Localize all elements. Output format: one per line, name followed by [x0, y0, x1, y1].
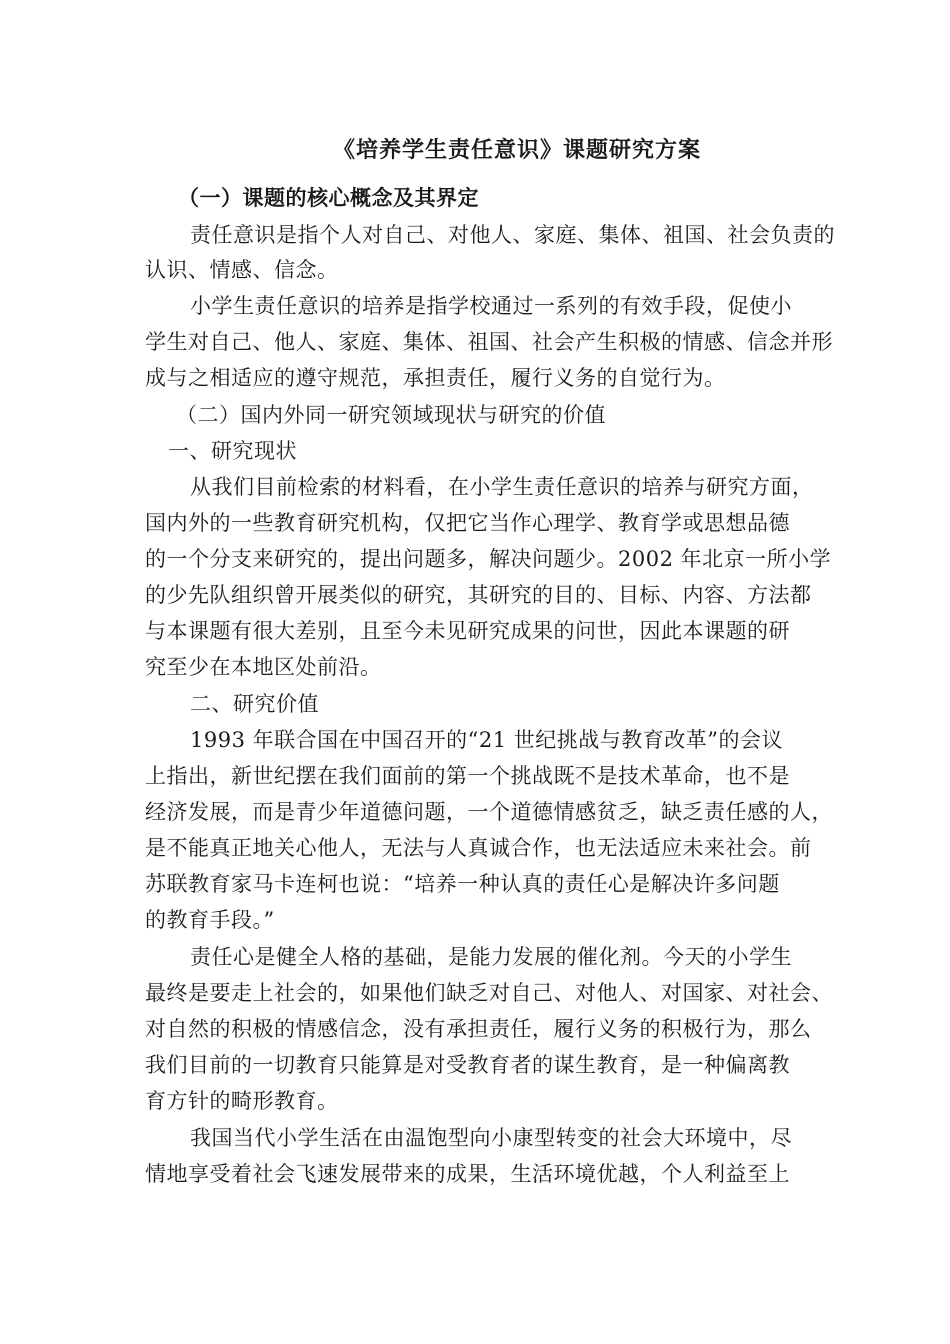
paragraph-line: 究至少在本地区处前沿。 — [145, 655, 382, 679]
section-heading-1: （一）课题的核心概念及其界定 — [178, 185, 479, 210]
section-heading-2: （二）国内外同一研究领域现状与研究的价值 — [176, 403, 606, 427]
paragraph-line: 责任意识是指个人对自己、对他人、家庭、集体、祖国、社会负责的 — [190, 223, 835, 247]
paragraph-line: 小学生责任意识的培养是指学校通过一系列的有效手段，促使小 — [190, 294, 792, 318]
paragraph-line: 情地享受着社会飞速发展带来的成果，生活环境优越，个人利益至上 — [145, 1162, 790, 1186]
paragraph-line: 的一个分支来研究的，提出问题多，解决问题少。2002 年北京一所小学 — [145, 547, 832, 571]
paragraph-line: 的少先队组织曾开展类似的研究，其研究的目的、目标、内容、方法都 — [145, 583, 812, 607]
paragraph-line: 与本课题有很大差别，且至今未见研究成果的问世，因此本课题的研 — [145, 619, 790, 643]
paragraph-line: 我国当代小学生活在由温饱型向小康型转变的社会大环境中，尽 — [190, 1126, 792, 1150]
subsection-heading-2: 二、研究价值 — [190, 692, 319, 716]
paragraph-line: 育方针的畸形教育。 — [145, 1089, 339, 1113]
paragraph-line: 的教育手段。” — [145, 908, 275, 932]
paragraph-line: 我们目前的一切教育只能算是对受教育者的谋生教育，是一种偏离教 — [145, 1053, 790, 1077]
paragraph-line: 是不能真正地关心他人，无法与人真诚合作，也无法适应未来社会。前 — [145, 836, 812, 860]
paragraph-line: 认识、情感、信念。 — [145, 258, 339, 282]
paragraph-line: 苏联教育家马卡连柯也说：“培养一种认真的责任心是解决许多问题 — [145, 872, 780, 896]
paragraph-line: 1993 年联合国在中国召开的“21 世纪挑战与教育改革”的会议 — [190, 728, 783, 752]
paragraph-line: 经济发展，而是青少年道德问题，一个道德情感贫乏，缺乏责任感的人， — [145, 800, 833, 824]
paragraph-line: 最终是要走上社会的，如果他们缺乏对自己、对他人、对国家、对社会、 — [145, 981, 833, 1005]
subsection-heading-1: 一、研究现状 — [168, 439, 297, 463]
paragraph-line: 责任心是健全人格的基础，是能力发展的催化剂。今天的小学生 — [190, 945, 792, 969]
paragraph-line: 对自然的积极的情感信念，没有承担责任，履行义务的积极行为，那么 — [145, 1017, 812, 1041]
paragraph-line: 从我们目前检索的材料看，在小学生责任意识的培养与研究方面， — [190, 475, 814, 499]
paragraph-line: 上指出，新世纪摆在我们面前的第一个挑战既不是技术革命，也不是 — [145, 764, 790, 788]
document-title: 《培养学生责任意识》课题研究方案 — [333, 137, 702, 163]
paragraph-line: 学生对自己、他人、家庭、集体、祖国、社会产生积极的情感、信念并形 — [145, 330, 833, 354]
paragraph-line: 国内外的一些教育研究机构，仅把它当作心理学、教育学或思想品德 — [145, 511, 790, 535]
paragraph-line: 成与之相适应的遵守规范，承担责任，履行义务的自觉行为。 — [145, 366, 726, 390]
